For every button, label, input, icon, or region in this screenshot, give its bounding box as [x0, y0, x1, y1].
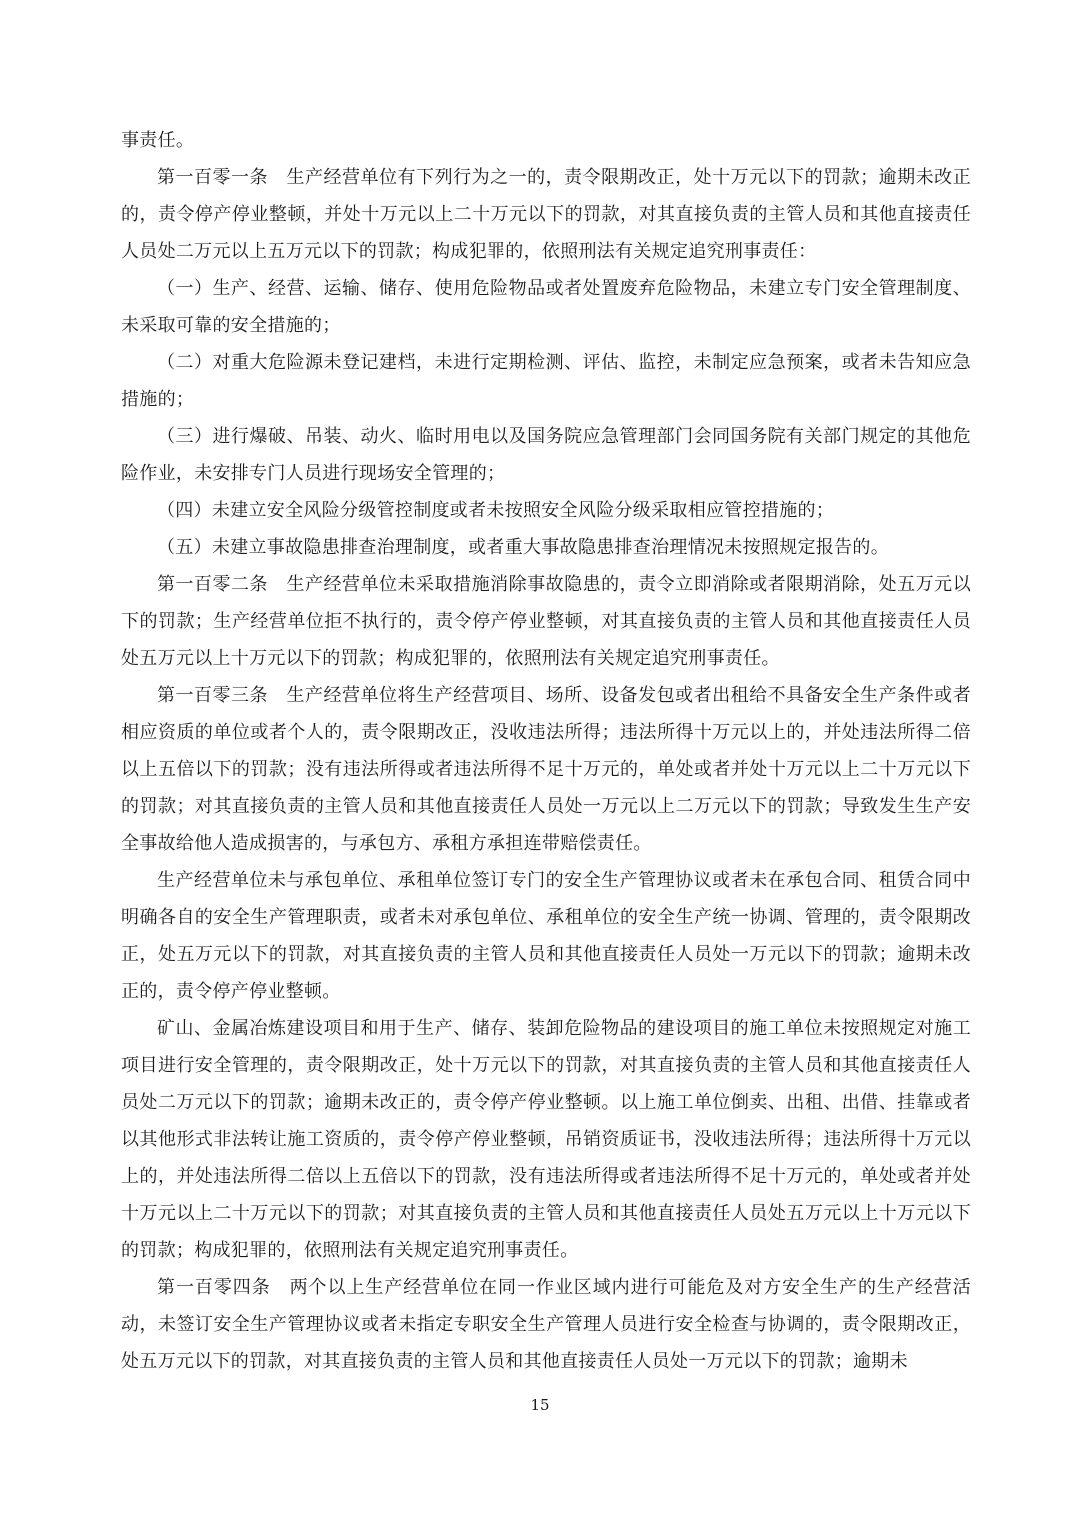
paragraph-item-1: （一）生产、经营、运输、储存、使用危险物品或者处置废弃危险物品，未建立专门安全管理制度、未采取可靠的安全措施的；: [121, 278, 971, 336]
paragraph-article-104: 第一百零四条 两个以上生产经营单位在同一作业区域内进行可能危及对方安全生产的生产经营活动，未签订安全生产管理协议或者未指定专职安全生产管理人员进行安全检查与协调的，责令限期改正，处五万元以下的罚款，对其直接负责的主管人员和其他直接责任人员处一万元以下的罚款；逾期未: [121, 1277, 971, 1372]
paragraph-article-101: 第一百零一条 生产经营单位有下列行为之一的，责令限期改正，处十万元以下的罚款；逾期未改正的，责令停产停业整顿，并处十万元以上二十万元以下的罚款，对其直接负责的主管人员和其他直接责任人员处二万元以上五万元以下的罚款；构成犯罪的，依照刑法有关规定追究刑事责任：: [121, 167, 971, 262]
paragraph-item-3: （三）进行爆破、吊装、动火、临时用电以及国务院应急管理部门会同国务院有关部门规定的其他危险作业，未安排专门人员进行现场安全管理的；: [121, 426, 971, 484]
paragraph-article-103: 第一百零三条 生产经营单位将生产经营项目、场所、设备发包或者出租给不具备安全生产条件或者相应资质的单位或者个人的，责令限期改正，没收违法所得；违法所得十万元以上的，并处违法所得二倍以上五倍以下的罚款；没有违法所得或者违法所得不足十万元的，单处或者并处十万元以上二十万元以下的罚款；对其直接负责的主管人员和其他直接责任人员处一万元以上二万元以下的罚款；导致发生生产安全事故给他人造成损害的，与承包方、承租方承担连带赔偿责任。: [121, 685, 971, 854]
paragraph-continuation: 事责任。: [121, 130, 195, 151]
paragraph-item-4: （四）未建立安全风险分级管控制度或者未按照安全风险分级采取相应管控措施的；: [157, 500, 835, 521]
paragraph-article-102: 第一百零二条 生产经营单位未采取措施消除事故隐患的，责令立即消除或者限期消除，处五万元以下的罚款；生产经营单位拒不执行的，责令停产停业整顿，对其直接负责的主管人员和其他直接责任人员处五万元以上十万元以下的罚款；构成犯罪的，依照刑法有关规定追究刑事责任。: [121, 574, 971, 669]
paragraph-article-103-clause-2: 生产经营单位未与承包单位、承租单位签订专门的安全生产管理协议或者未在承包合同、租赁合同中明确各自的安全生产管理职责，或者未对承包单位、承租单位的安全生产统一协调、管理的，责令限期改正，处五万元以下的罚款，对其直接负责的主管人员和其他直接责任人员处一万元以下的罚款；逾期未改正的，责令停产停业整顿。: [121, 870, 971, 1002]
paragraph-item-5: （五）未建立事故隐患排查治理制度，或者重大事故隐患排查治理情况未按照规定报告的。: [157, 537, 889, 558]
paragraph-article-103-clause-3: 矿山、金属冶炼建设项目和用于生产、储存、装卸危险物品的建设项目的施工单位未按照规定对施工项目进行安全管理的，责令限期改正，处十万元以下的罚款，对其直接负责的主管人员和其他直接责任人员处二万元以下的罚款；逾期未改正的，责令停产停业整顿。以上施工单位倒卖、出租、出借、挂靠或者以其他形式非法转让施工资质的，责令停产停业整顿，吊销资质证书，没收违法所得；违法所得十万元以上的，并处违法所得二倍以上五倍以下的罚款，没有违法所得或者违法所得不足十万元的，单处或者并处十万元以上二十万元以下的罚款；对其直接负责的主管人员和其他直接责任人员处五万元以上十万元以下的罚款；构成犯罪的，依照刑法有关规定追究刑事责任。: [121, 1018, 971, 1261]
document-body: [121, 122, 971, 1380]
page-number: 15: [530, 1396, 550, 1414]
paragraph-item-2: （二）对重大危险源未登记建档，未进行定期检测、评估、监控，未制定应急预案，或者未告知应急措施的；: [121, 352, 971, 410]
